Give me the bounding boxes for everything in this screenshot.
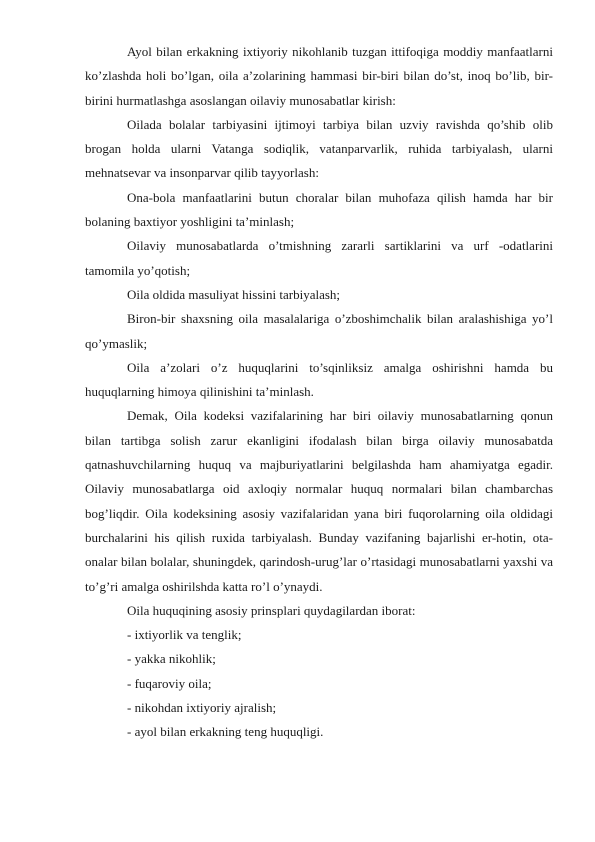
list-item-monogamy: - yakka nikohlik; [127,651,216,667]
paragraph-non-interference: Biron-bir shaxsning oila masalalariga o’zboshimchalik bilan aralashishiga yo’l qo’ymaslik; [85,311,553,351]
paragraph-principles-intro: Oila huquqining asosiy prinsplari quydagilardan iborat: [127,602,416,618]
list-item-civil-family: - fuqaroviy oila; [127,675,212,691]
body-text [85,40,553,745]
paragraph-mother-child-protection: Ona-bola manfaatlarini butun choralar bilan muhofaza qilish hamda har bir bolaning baxtiyor yoshligini ta’minlash; [85,189,553,230]
paragraph-responsibility: Oila oldida masuliyat hissini tarbiyalash; [127,286,341,302]
paragraph-marriage-union: Ayol bilan erkakning ixtiyoriy nikohlanib tuzgan ittifoqiga moddiy manfaatlarni ko’zlashda holi bo’lgan, oila a’zolarining hammasi bir-biri bilan do’st, inoq bo’lib, bir-birini hurmatlashga asoslangan oilaviy munosabatlar kirish: [85,44,553,108]
list-item-voluntary-divorce: - nikohdan ixtiyoriy ajralish; [127,700,277,716]
list-item-equal-rights: - ayol bilan erkakning teng huquqligi. [127,724,324,740]
list-item-voluntariness: - ixtiyorlik va tenglik; [127,627,242,643]
paragraph-child-upbringing: Oilada bolalar tarbiyasini ijtimoyi tarbiya bilan uzviy ravishda qo’shib olib brogan holda ularni Vatanga sodiqlik, vatanparvarlik, ruhida tarbiyalash, ularni mehnatsevar va insonparvar qilib tayyorlash: [85,116,553,181]
paragraph-harmful-customs: Oilaviy munosabatlarda o’tmishning zararli sartiklarini va urf -odatlarini tamomila yo’qotish; [85,238,553,278]
paragraph-family-code-tasks: Demak, Oila kodeksi vazifalarining har biri oilaviy munosabatlarning qonun bilan tartibga solish zarur ekanligini ifodalash bilan birga oilaviy munosabatda qatnashuvchilarning huquq va majburiyatlarini belgilashda ham ahamiyatga egadir. Oilaviy munosabatlarga oid axloqiy normalar huquq normalari bilan chambarchas bog’liqdir. Oila kodeksining asosiy vazifalaridan yana biri fuqorolarning oila oldidagi burchalarini his qilish ruxida tarbiyalash. Bunday vazifaning bajarlishi er-hotin, ota-onalar bilan bolalar, shuningdek, qarindosh-urug’lar o’rtasidagi munosabatlarni yaxshi va to’g’ri amalga oshirilshda katta ro’l o’ynaydi. [85,408,553,594]
paragraph-rights-protection: Oila a’zolari o’z huquqlarini to’sqinliksiz amalga oshirishni hamda bu huquqlarning himoya qilinishini ta’minlash. [85,359,553,400]
